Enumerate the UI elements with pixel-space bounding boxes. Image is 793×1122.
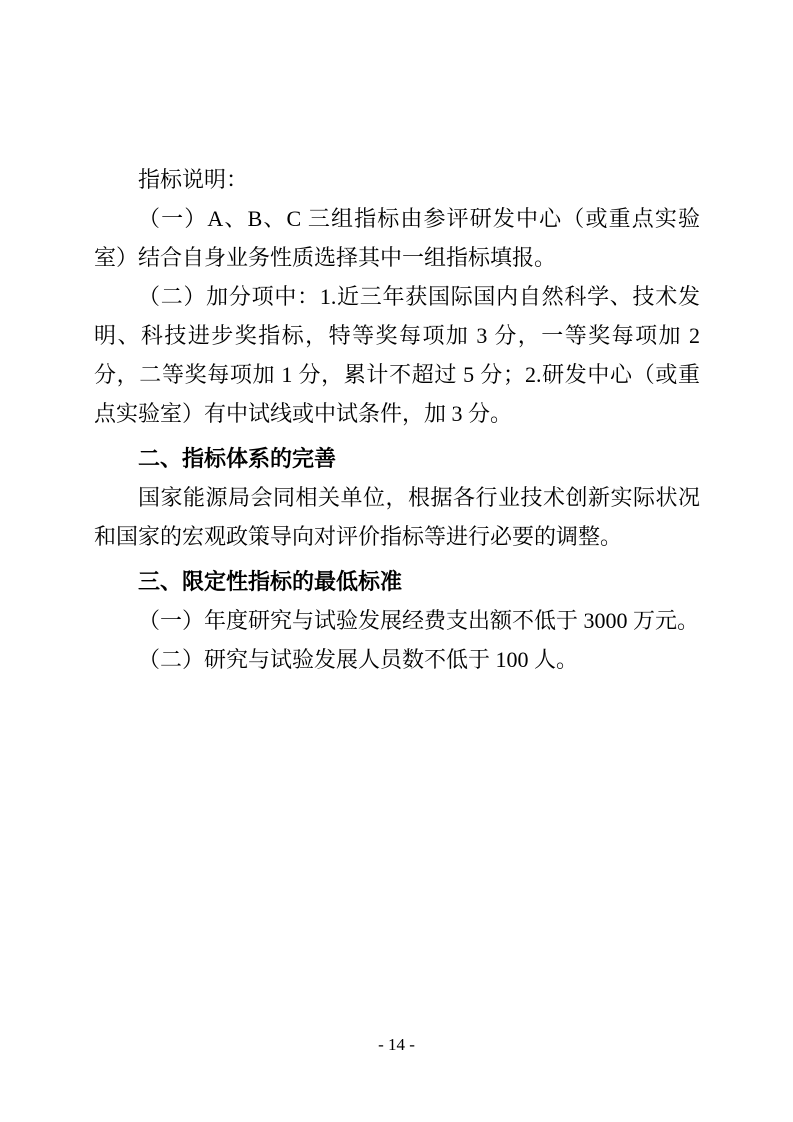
- paragraph-note-item-2: （二）加分项中：1.近三年获国际国内自然科学、技术发明、科技进步奖指标，特等奖每项加 3 分，一等奖每项加 2 分，二等奖每项加 1 分，累计不超过 5 分；2.研发中心（或重点实验室）有中试线或中试条件，加 3 分。: [94, 284, 700, 426]
- paragraph-section-3-item-2: （二）研究与试验发展人员数不低于 100 人。: [138, 647, 579, 672]
- section-heading-2: 二、指标体系的完善: [138, 446, 337, 471]
- paragraph-section-2-body: 国家能源局会同相关单位，根据各行业技术创新实际状况和国家的宏观政策导向对评价指标等进行必要的调整。: [94, 485, 700, 549]
- paragraph-indicator-note-label: 指标说明：: [138, 167, 249, 192]
- page-number: - 14 -: [378, 1035, 415, 1054]
- paragraph-note-item-1: （一）A、B、C 三组指标由参评研发中心（或重点实验室）结合自身业务性质选择其中一组指标填报。: [94, 206, 700, 270]
- paragraph-section-3-item-1: （一）年度研究与试验发展经费支出额不低于 3000 万元。: [138, 608, 700, 633]
- section-heading-3: 三、限定性指标的最低标准: [138, 569, 403, 594]
- document-body: [94, 160, 700, 679]
